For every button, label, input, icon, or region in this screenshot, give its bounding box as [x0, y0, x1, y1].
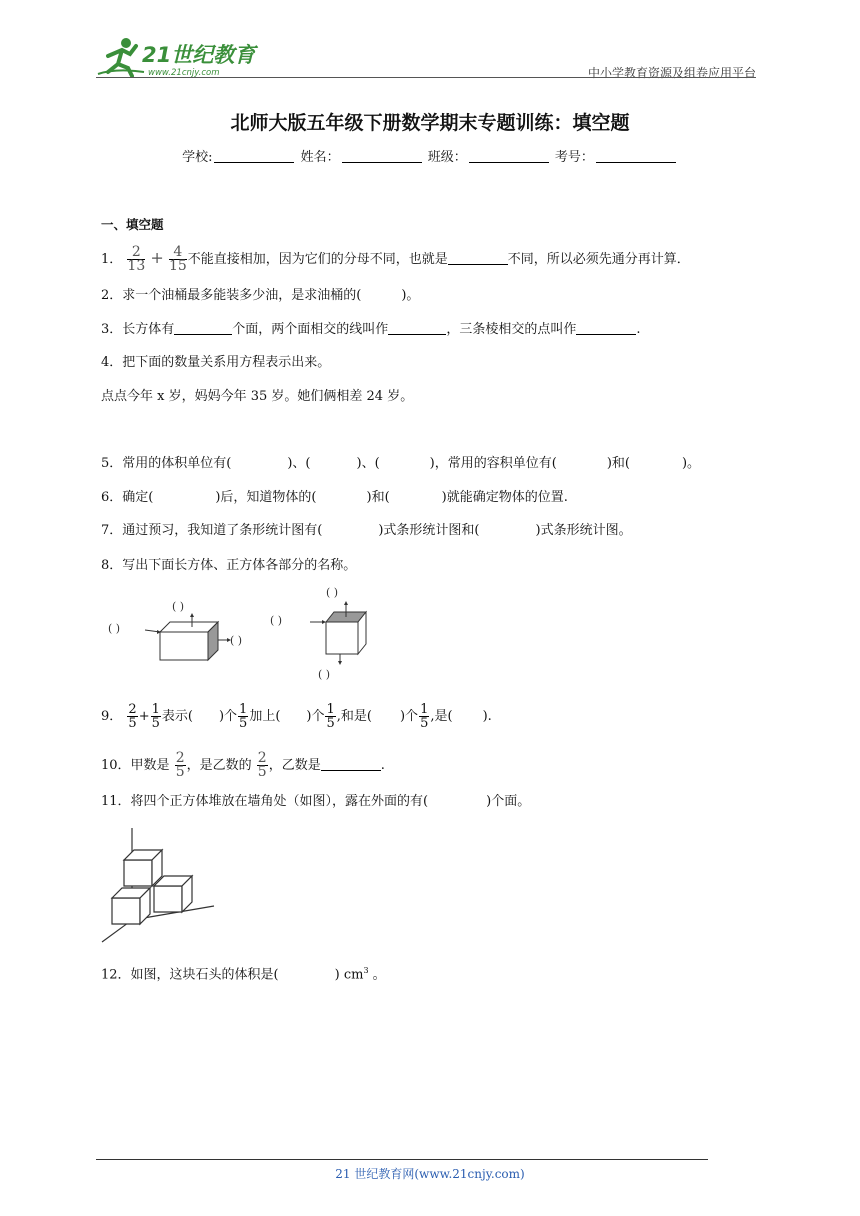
fraction: $\frac{1}{5}$ [239, 702, 248, 731]
footer-link[interactable]: 21 世纪教育网(www.21cnjy.com) [335, 1167, 525, 1181]
platform-label: 中小学教育资源及组卷应用平台 [587, 66, 756, 80]
runner-icon [98, 38, 144, 76]
question-12: 12．如图，这块石头的体积是( ) $cm^3$ 。 [101, 966, 386, 983]
stacked-cubes-figure [98, 826, 222, 946]
header-rule [96, 77, 756, 78]
question-8: 8．写出下面长方体、正方体各部分的名称。 [101, 558, 357, 573]
logo-sub: www.21cnjy.com [148, 68, 220, 78]
logo [96, 34, 266, 78]
question-2: 2．求一个油桶最多能装多少油，是求油桶的( )。 [101, 288, 420, 303]
cuboid-cube-figure [100, 582, 400, 682]
question-6: 6．确定( )后，知道物体的( )和( )就能确定物体的位置. [101, 490, 568, 505]
student-info [0, 146, 860, 165]
fraction: $\frac{2}{5}$ [175, 750, 185, 780]
fraction: $\frac{1}{5}$ [151, 702, 160, 731]
edge-label: ( ) [318, 668, 331, 681]
exam-no-blank[interactable] [596, 150, 676, 163]
class-blank[interactable] [469, 150, 549, 163]
logo-text: 21世纪教育 [142, 43, 256, 67]
edge-label: ( ) [108, 622, 121, 635]
question-9: 9． $\frac{2}{5}$ + $\frac{1}{5}$ 表示( )个 $\frac{1}{5}$ 加上( )个 $\frac{1}{5}$ ,和是( )个 $\frac{1}{5}$ ,是( ). [101, 702, 492, 731]
fraction: $\frac{2}{13}$ [127, 244, 146, 274]
section-heading: 一、填空题 [101, 217, 164, 232]
answer-blank[interactable] [448, 251, 508, 265]
page-title: 北师大版五年级下册数学期末专题训练：填空题 [230, 112, 630, 134]
class-label: 班级： [427, 150, 467, 165]
face-label: ( ) [172, 600, 185, 613]
answer-blank[interactable] [174, 321, 232, 335]
fraction: $\frac{4}{15}$ [168, 244, 187, 274]
fraction: $\frac{2}{5}$ [257, 750, 267, 780]
school-blank[interactable] [214, 150, 294, 163]
name-label: 姓名： [300, 150, 340, 165]
fraction: $\frac{1}{5}$ [420, 702, 429, 731]
fraction: $\frac{1}{5}$ [326, 702, 335, 731]
question-4-detail: 点点今年 x 岁，妈妈今年 35 岁。她们俩相差 24 岁。 [101, 389, 414, 404]
question-7: 7．通过预习，我知道了条形统计图有( )式条形统计图和( )式条形统计图。 [101, 523, 632, 538]
answer-blank[interactable] [388, 321, 446, 335]
answer-blank[interactable] [321, 757, 381, 771]
question-4: 4．把下面的数量关系用方程表示出来。 [101, 355, 331, 370]
face-label: ( ) [326, 586, 339, 599]
fraction: $\frac{2}{5}$ [128, 702, 137, 731]
school-label: 学校: [182, 150, 213, 165]
question-11: 11．将四个正方体堆放在墙角处（如图），露在外面的有( )个面。 [101, 794, 531, 809]
page-header [96, 30, 756, 80]
answer-blank[interactable] [576, 321, 636, 335]
vertex-label: ( ) [230, 634, 243, 647]
vertex-label: ( ) [270, 614, 283, 627]
question-3: 3．长方体有 个面，两个面相交的线叫作 ，三条棱相交的点叫作 . [101, 322, 641, 337]
question-10: 10．甲数是 $\frac{2}{5}$ ，是乙数的 $\frac{2}{5}$ ，乙数是 . [101, 750, 385, 780]
exam-no-label: 考号： [554, 150, 594, 165]
footer-rule [96, 1159, 708, 1160]
question-5: 5．常用的体积单位有( )、( )、( )，常用的容积单位有( )和( )。 [101, 456, 701, 471]
question-1: 1． $\frac{2}{13}$ + $\frac{4}{15}$ 不能直接相加，因为它们的分母不同，也就是 不同，所以必须先通分再计算． [101, 244, 690, 274]
name-blank[interactable] [342, 150, 422, 163]
